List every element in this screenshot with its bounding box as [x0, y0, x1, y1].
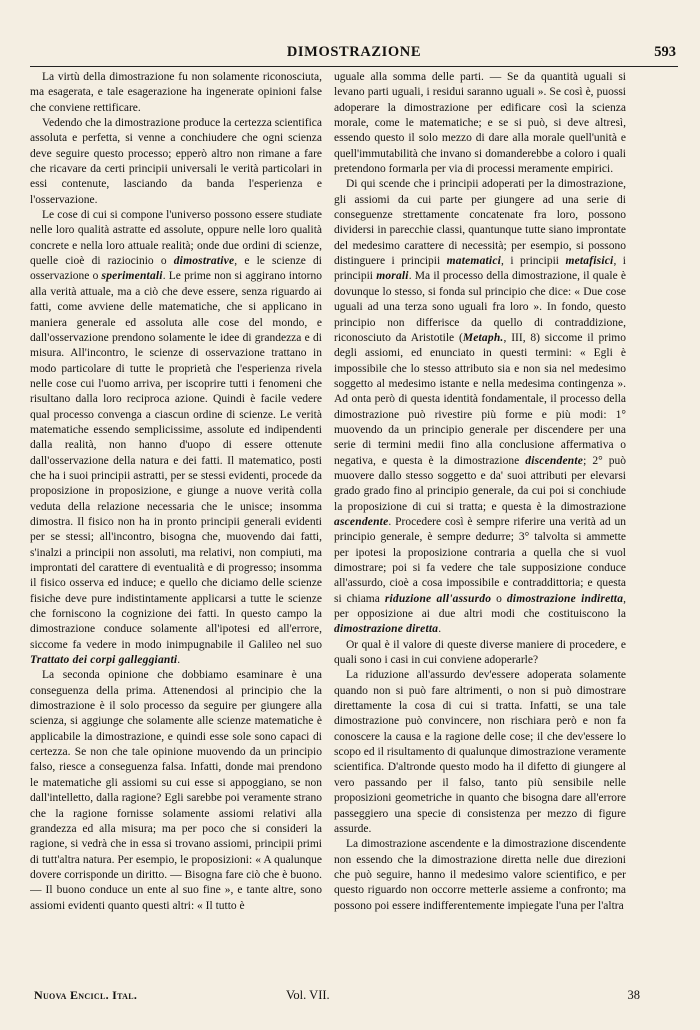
text-run: La riduzione all'assurdo dev'essere adoperata solamente quando non si può fare altrimenti, o non si può dimostrare direttamente la cosa di cui si tratta. Infatti, se una tale dimostrazione può convincere, non rischiara però e non fa conoscere la causa e la ragione delle cose; il che dev'essere lo scopo ed il risultamento di qualunque dimostrazione veramente scientifica. D'altronde questo modo ha il difetto di giungere al vero passando per il falso, tanto più sensibile nelle proposizioni geometriche in quanto che bisogna dare all'errore passeggiero una specie di consistenza per mezzo di figure assurde. — [334, 669, 626, 835]
text-run: La dimostrazione ascendente e la dimostrazione discendente non essendo che la dimostrazione diretta nelle due direzioni che può seguire, hanno il medesimo valore scientifico, e per questo riguardo non occorre metterle assieme a confronto; ma possono poi essere indifferentemente impiegate l'una per l'altra — [334, 838, 626, 912]
text-run: ; 2° può muovere dallo stesso soggetto e da' suoi attributi per elevarsi grado grado fino al principio generale, da cui poi si conchiude la proposizione di cui si tratta; e questa è la dimostrazione — [334, 454, 626, 513]
paragraph — [334, 70, 626, 177]
paragraph — [30, 116, 322, 208]
text-run: o — [491, 592, 507, 605]
text-run: . Procedere così è sempre riferire una verità ad un principio generale, è sempre dedurre; 3° talvolta si ammette per ipotesi la proposizione contraria a quella che si vuol dimostrare; poi si fa vedere che tale supposizione conduce all'assurdo, cioè a cosa impossibile e contraddittoria; e questa si chiama — [334, 515, 626, 605]
left-text-column — [30, 70, 322, 982]
text-run: . Le prime non si aggirano intorno alla verità attuale, ma a ciò che deve essere, senza riguardo ai fatti, come avviene delle matematiche, che si applicano in maniera generale ed assoluta alle cose del mondo, e dall'osservazione prendono solamente le idee di grandezza e di misura. All'incontro, le scienze di osservazione trattano in modo particolare di tutte le proprietà che l'esperienza rivela nelle cose cui l'uomo arriva, per iscoprire tutti i fenomeni che risultano dalla loro reciproca azione. Quindi è facile vedere qual processo convenga a ciascun ordine di scienze. Le verità matematiche essendo semplicissime, assolute ed indipendenti dalla realità, non hanno d'uopo di essere ottenute dall'osservazione della natura e dei fatti. Il matematico, posti che ha i suoi principii astratti, per se stessi evidenti, procede da proposizione in proposizione, e giunge a nuove verità colla veduta della relazione necessaria che le unisce; insomma dimostra. Il fisico non ha in pronto principii generali evidenti per se stessi; all'incontro, bisogna che, muovendo dai fatti, s'inalzi a principii non assoluti, ma relativi, non compiuti, ma improntati del carattere di eventualità e di progresso; insomma il fisico osserva ed induce; e quello che diciamo delle scienze fisiche deve pure indistintamente applicarsi a tutte le scienze che forniscono la cognizione dei fatti. In questo campo la dimostrazione conduce solamente all'ipotesi ed all'errore, siccome fa vedere in modo inimpugnabile il Galileo nel suo — [30, 270, 322, 651]
emphasized-term: metafisici — [565, 255, 614, 268]
text-run: , i principii — [334, 255, 626, 283]
paragraph — [334, 177, 626, 637]
emphasized-term: sperimentali — [101, 270, 163, 283]
emphasized-term: dimostrative — [173, 255, 235, 268]
text-run: uguale alla somma delle parti. — Se da quantità uguali si levano parti uguali, i residui saranno uguali ». Se così è, puossi adoperare la dimostrazione per edificare così la scienza morale, come le matematiche; e se si può, si deve altresì, essendo questo il solo mezzo di dare alla morale quell'unità e quell'immutabilità che invano si domanderebbe a coloro i quali pretendono formarla per via di processi meramente empirici. — [334, 71, 626, 176]
text-run: . — [177, 654, 181, 667]
text-run: . Ma il processo della dimostrazione, il quale è dovunque lo stesso, si fonda sul principio che dice: « Due cose uguali ad una terza sono uguali fra loro ». In fondo, questo principio non differisce da quello di contraddizione, riconosciuto da Aristotile ( — [334, 270, 626, 344]
right-text-column — [334, 70, 626, 982]
paragraph — [30, 70, 322, 116]
paragraph — [334, 837, 626, 914]
text-run: Di qui scende che i principii adoperati per la dimostrazione, gli assiomi da cui parte per giungere ad una serie di conseguenze strettamente concatenate fra loro, possono dividersi in parecchie classi, quantunque tutte siano improntate del medesimo carattere di necessità; per esempio, si possono distinguere i principii — [334, 178, 626, 268]
footer-volume: Vol. VII. — [286, 988, 330, 1002]
text-run: , III, 8) siccome il primo degli assiomi, ed enunciato in questi termini: « Egli è impossibile che lo stesso attributo sia e non sia nel medesimo soggetto al medesimo istante e nella medesima contingenza ». Ad onta però di questa identità fondamentale, il processo della dimostrazione può rivestire più forme e più modi: 1° muovendo da un principio generale per discendere per una serie di termini medii fino alla conclusione affermativa o negativa, e questa è la dimostrazione — [334, 331, 626, 467]
text-run: Vedendo che la dimostrazione produce la certezza scientifica assoluta e perfetta, si venne a conchiudere che ogni scienza deve seguire questo processo; epperò altro non rimane a fare che ricavare da certi principii universali le verità particolari in essi contenute, lasciando da banda l'esperienza e l'osservazione. — [30, 117, 322, 206]
footer-publication: Nuova Encicl. Ital. — [34, 988, 138, 1002]
text-run: , e le scienze di osservazione o — [30, 255, 322, 283]
text-run: La seconda opinione che dobbiamo esaminare è una conseguenza della prima. Attenendosi al principio che la dimostrazione è il solo processo da seguire per giungere alla scienza, si aggiunge che solamente alle scienze matematiche è applicabile la dimostrazione, e quindi esse sole sono capaci di certezza. Se non che tale opinione muovendo da un principio falso, riesce a conseguenza falsa. Infatti, donde mai prendono le matematiche gli assiomi su cui esse si appoggiano, se non dall'intelletto, dalla ragione? Egli sarebbe poi veramente strano che la ragione fornisse solamente assiomi relativi alla grandezza ed alla misura; ma per poco che si consideri la ragione, si vedrà che in essa si trovano assiomi, principii primi di tutt'altra natura. Per esempio, le proposizioni: « A qualunque dovere corrisponde un diritto. — Bisogna fare ciò che è buono. — Il buono conduce un ente al suo fine », e tante altre, sono assiomi evidenti quanto questi altri: « Il tutto è — [30, 669, 322, 912]
page-title: DIMOSTRAZIONE — [286, 44, 422, 60]
text-run: Le cose di cui si compone l'universo possono essere studiate nelle loro qualità astratte ed assolute, oppure nelle loro qualità concrete e nella loro attuale realità; onde due ordini di scienze, quelle cioè di raziocinio o — [30, 209, 322, 268]
paragraph — [334, 638, 626, 669]
running-header — [30, 40, 678, 67]
text-run: La virtù della dimostrazione fu non solamente riconosciuta, ma esagerata, e tale esagerazione ha ingenerate opinioni false che conviene rettificare. — [30, 71, 322, 114]
emphasized-term: ascendente — [334, 515, 389, 528]
emphasized-term: Metaph. — [462, 331, 504, 344]
text-run: , per opposizione ai due altri modi che costituiscono la — [334, 592, 626, 621]
page-footer — [34, 988, 640, 1006]
footer-signature: 38 — [627, 988, 640, 1002]
text-run: . — [438, 623, 442, 636]
emphasized-term: dimostrazione indiretta — [506, 592, 624, 605]
page-number: 593 — [654, 44, 676, 60]
emphasized-term: morali — [376, 270, 409, 283]
emphasized-term: riduzione all'assurdo — [384, 592, 492, 605]
text-run: , i principii — [501, 255, 566, 268]
paragraph — [30, 668, 322, 914]
emphasized-term: Trattato dei corpi galleggianti — [30, 654, 178, 667]
emphasized-term: dimostrazione diretta — [334, 623, 439, 636]
emphasized-term: matematici — [446, 255, 502, 268]
emphasized-term: discendente — [525, 454, 584, 467]
paragraph — [334, 668, 626, 837]
text-run: Or qual è il valore di queste diverse maniere di procedere, e quali sono i casi in cui conviene adoperarle? — [334, 638, 626, 667]
paragraph — [30, 208, 322, 668]
